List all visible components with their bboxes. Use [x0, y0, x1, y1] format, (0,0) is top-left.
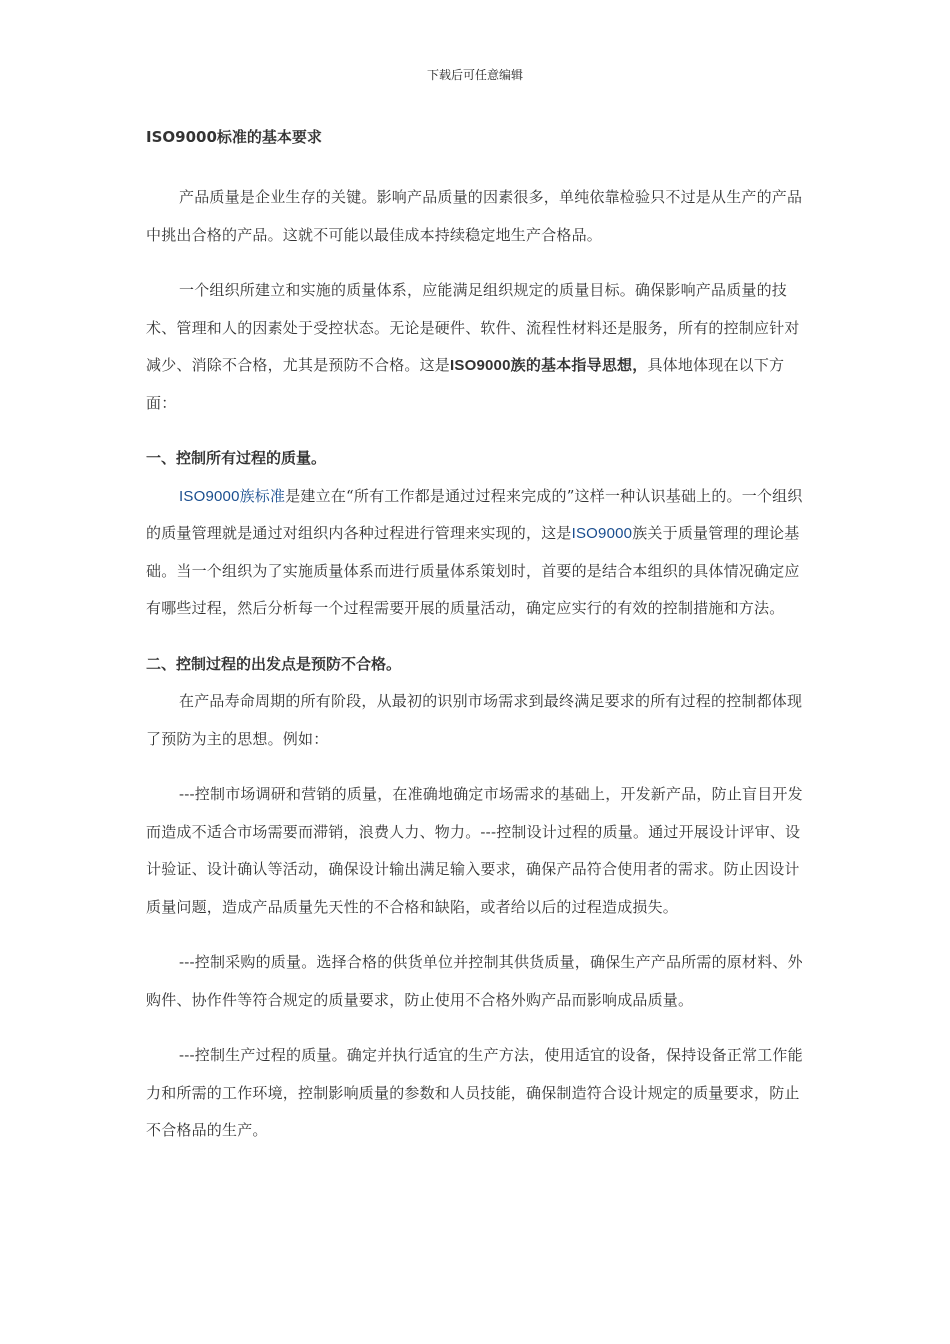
intro-paragraph-2-text: 一个组织所建立和实施的质量体系，应能满足组织规定的质量目标。确保影响产品质量的技术、管理和人的因素处于受控状态。无论是硬件、软件、流程性材料还是服务，所有的控制应针对减少、消除不合格，尤其是预防不合格。这是 — [146, 281, 800, 374]
header-note: 下载后可任意编辑 — [426, 68, 523, 82]
section-2-heading: 二、控制过程的出发点是预防不合格。 — [146, 654, 402, 673]
section-1-heading: 一、控制所有过程的质量。 — [146, 449, 327, 467]
section-2-paragraph-2: ---控制市场调研和营销的质量，在准确地确定市场需求的基础上，开发新产品，防止盲目开发而造成不适合市场需要而滞销，浪费人力、物力。---控制设计过程的质量。通过开展设计评审、设计验证、设计确认等活动，确保设计输出满足输入要求，确保产品符合使用者的需求。防止因设计质量问题，造成产品质量先天性的不合格和缺陷，或者给以后的过程造成损失。 — [146, 785, 803, 916]
iso9000-link-2[interactable]: ISO9000 — [571, 525, 633, 542]
section-1-text-a: 是建立在“所有工作都是通过过程来完成的”这样一种认识基础上的。一个组织的质量管理就是通过对组织内各种过程进行管理来实现的，这是 — [146, 486, 803, 542]
section-1-paragraph — [146, 478, 814, 628]
section-2-paragraph-1: 在产品寿命周期的所有阶段，从最初的识别市场需求到最终满足要求的所有过程的控制都体现了预防为主的思想。例如： — [146, 692, 803, 748]
intro-paragraph-2 — [146, 272, 814, 422]
intro-paragraph-2-bold: ISO9000族的基本指导思想， — [450, 357, 648, 374]
document-body — [146, 124, 814, 1150]
standard-family-link[interactable]: 族标准 — [239, 486, 286, 505]
intro-paragraph-1: 产品质量是企业生存的关键。影响产品质量的因素很多，单纯依靠检验只不过是从生产的产品中挑出合格的产品。这就不可能以最佳成本持续稳定地生产合格品。 — [146, 188, 803, 244]
document-title: ISO9000标准的基本要求 — [146, 128, 322, 146]
section-1-text-b: 族关于质量管理的理论基础。当一个组织为了实施质量体系而进行质量体系策划时，首要的是结合本组织的具体情况确定应有哪些过程，然后分析每一个过程需要开展的质量活动，确定应实行的有效的控制措施和方法。 — [146, 524, 800, 617]
section-2-paragraph-3: ---控制采购的质量。选择合格的供货单位并控制其供货质量，确保生产产品所需的原材料、外购件、协作件等符合规定的质量要求，防止使用不合格外购产品而影响成品质量。 — [146, 953, 803, 1009]
intro-paragraph-2-tail: 具体地体现在以下方面： — [146, 356, 785, 412]
iso9000-link[interactable]: ISO9000 — [179, 487, 240, 505]
section-2-paragraph-4: ---控制生产过程的质量。确定并执行适宜的生产方法，使用适宜的设备，保持设备正常工作能力和所需的工作环境，控制影响质量的参数和人员技能，确保制造符合设计规定的质量要求，防止不合格品的生产。 — [146, 1046, 803, 1139]
